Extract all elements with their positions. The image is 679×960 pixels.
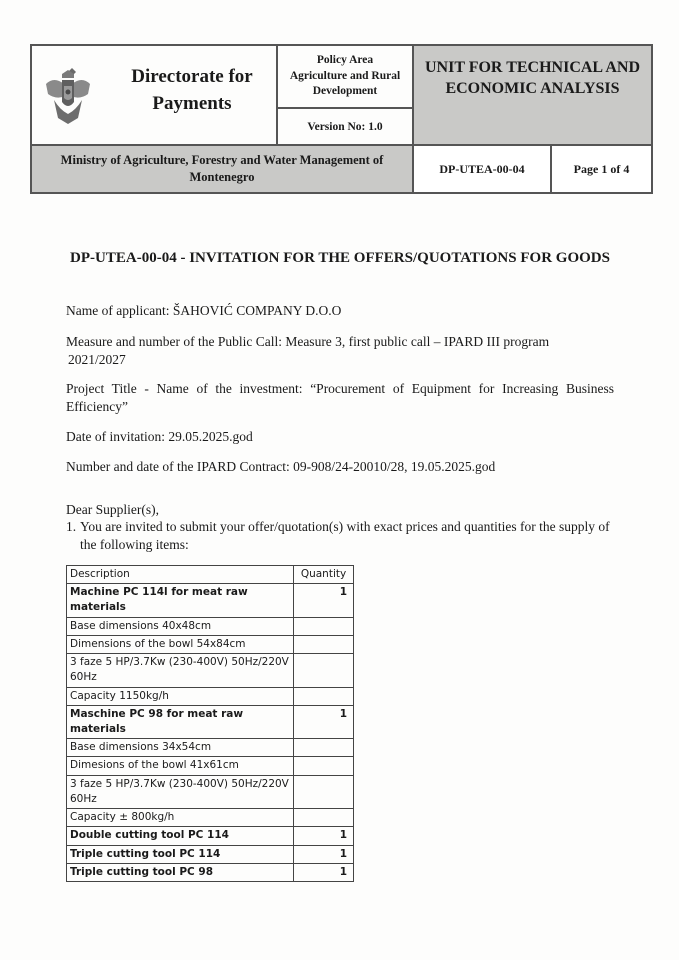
policy-area-line-3: Development [312,85,378,98]
item-description: Capacity 1150kg/h [67,687,294,705]
ipard-contract: Number and date of the IPARD Contract: 09-908/24-20010/28, 19.05.2025.god [66,459,496,474]
measure-line-1: Measure and number of the Public Call: Measure 3, first public call – IPARD III program [66,334,550,349]
item-description: Machine PC 114l for meat raw materials [67,584,294,617]
document-code: DP-UTEA-00-04 [413,145,551,193]
item-quantity [294,687,354,705]
item-description: Dimensions of the bowl 54x84cm [67,635,294,653]
policy-area-line-1: Policy Area [316,54,374,67]
instruction-text: You are invited to submit your offer/quotation(s) with exact prices and quantities for the supply of the following items: [80,519,610,552]
item-description: Dimesions of the bowl 41x61cm [67,757,294,775]
item-description: Base dimensions 34x54cm [67,739,294,757]
items-table [66,565,354,882]
table-row [67,654,354,687]
item-quantity [294,617,354,635]
table-row [67,827,354,845]
description-header: Description [67,566,294,584]
table-row [67,635,354,653]
item-quantity: 1 [294,863,354,881]
item-quantity [294,775,354,808]
instruction-item [66,518,626,554]
item-quantity: 1 [294,845,354,863]
table-row [67,809,354,827]
item-description: Capacity ± 800kg/h [67,809,294,827]
item-description: Double cutting tool PC 114 [67,827,294,845]
policy-area-line-2: Agriculture and Rural [289,69,401,82]
unit-name: UNIT FOR TECHNICAL AND ECONOMIC ANALYSIS [413,45,652,145]
montenegro-coat-of-arms-icon [40,66,96,126]
item-description: 3 faze 5 HP/3.7Kw (230-400V) 50Hz/220V 60Hz [67,775,294,808]
item-quantity [294,739,354,757]
quantity-header: Quantity [294,566,354,584]
project-title: Project Title - Name of the investment: “Procurement of Equipment for Increasing Business Efficiency” [66,381,614,415]
item-quantity [294,809,354,827]
document-title: DP-UTEA-00-04 - INVITATION FOR THE OFFERS/QUOTATIONS FOR GOODS [70,250,610,266]
logo-cell [31,45,277,145]
item-description: 3 faze 5 HP/3.7Kw (230-400V) 50Hz/220V 60Hz [67,654,294,687]
policy-area-cell [277,45,413,108]
table-header-row [67,566,354,584]
applicant-name: Name of applicant: ŠAHOVIĆ COMPANY D.O.O [66,303,342,318]
table-row [67,863,354,881]
item-description: Triple cutting tool PC 98 [67,863,294,881]
item-description: Triple cutting tool PC 114 [67,845,294,863]
version-cell: Version No: 1.0 [277,108,413,145]
table-row [67,584,354,617]
item-quantity: 1 [294,584,354,617]
item-description: Maschine PC 98 for meat raw materials [67,705,294,738]
table-row [67,757,354,775]
salutation: Dear Supplier(s), [66,502,159,517]
table-row [67,617,354,635]
table-row [67,705,354,738]
table-row [67,687,354,705]
item-quantity: 1 [294,705,354,738]
item-quantity [294,654,354,687]
invitation-date: Date of invitation: 29.05.2025.god [66,429,253,444]
table-row [67,739,354,757]
table-row [67,775,354,808]
table-row [67,845,354,863]
directorate-name: Directorate for Payments [131,66,253,114]
ministry-name: Ministry of Agriculture, Forestry and Water Management of Montenegro [31,145,413,193]
document-header [30,44,653,194]
page-number: Page 1 of 4 [551,145,652,193]
item-quantity [294,757,354,775]
item-quantity [294,635,354,653]
instruction-number: 1. [66,519,77,534]
item-quantity: 1 [294,827,354,845]
measure-line-2: 2021/2027 [68,352,126,367]
item-description: Base dimensions 40x48cm [67,617,294,635]
